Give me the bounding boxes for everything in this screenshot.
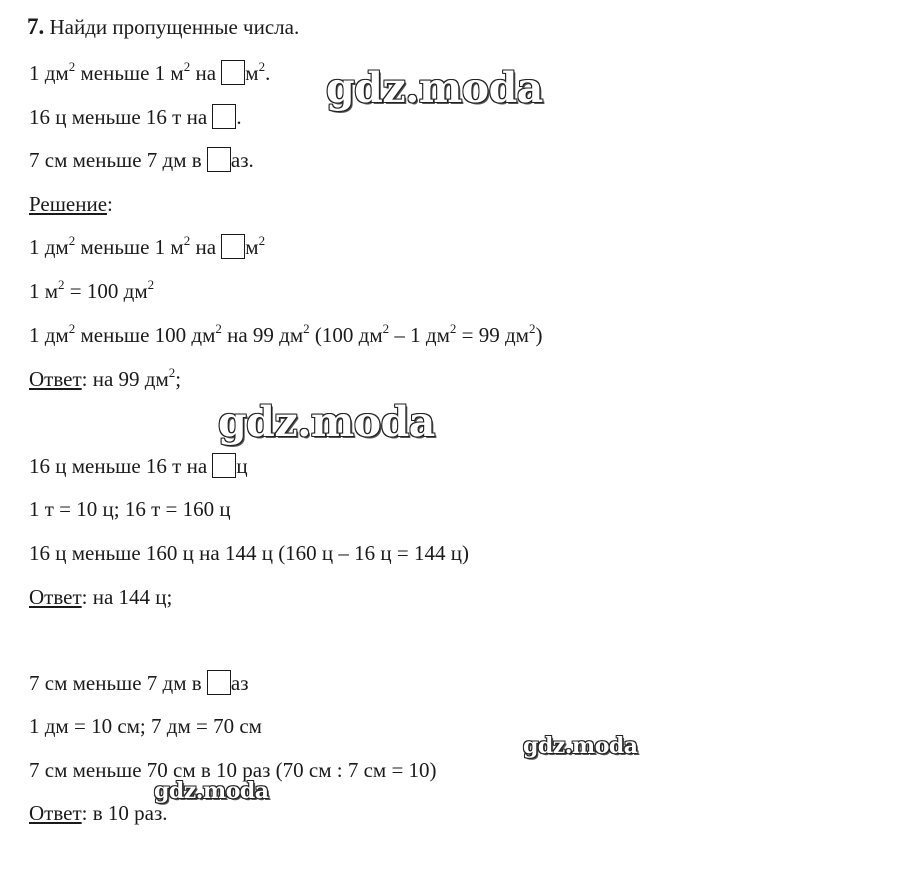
task-number: 7. bbox=[27, 14, 45, 39]
answer-box bbox=[207, 147, 231, 172]
question-2: 16 ц меньше 16 т на . bbox=[29, 105, 242, 129]
part1-restate: 1 $дм^2$ меньше 1 $м^2$ на $м^2$ bbox=[29, 233, 266, 259]
part1-calculation: 1 $дм^2$ меньше 100 $дм^2$ на 99 $дм^2$ (100 $дм^2 - 1$ $дм^2 = 99$ $дм^2$) bbox=[29, 321, 543, 347]
watermark: gdz.moda bbox=[523, 733, 638, 759]
answer-box bbox=[212, 104, 236, 129]
part2-answer: Ответ: на 144 ц; bbox=[29, 585, 173, 609]
watermark: gdz.moda bbox=[154, 778, 269, 804]
part2-restate: 16 ц меньше 16 т на ц bbox=[29, 454, 248, 478]
task-title-text: Найди пропущенные числа. bbox=[49, 15, 300, 39]
answer-box bbox=[221, 234, 245, 259]
part3-conversion: 1 дм = 10 см; 7 дм = 70 см bbox=[29, 714, 262, 738]
task-title bbox=[27, 14, 299, 40]
part3-answer: Ответ: в 10 раз. bbox=[29, 801, 168, 825]
watermark: gdz.moda bbox=[218, 398, 435, 446]
part3-calculation: 7 см меньше 70 см в 10 раз (70 см : 7 см = 10) bbox=[29, 758, 437, 782]
question-1: 1 $дм^2$ меньше 1 $м^2$ на $м^2$. bbox=[29, 59, 271, 85]
part3-restate: 7 см меньше 7 дм в аз bbox=[29, 671, 249, 695]
part2-conversion: 1 т = 10 ц; 16 т = 160 ц bbox=[29, 497, 231, 521]
solution-heading: Решение: bbox=[29, 192, 113, 216]
answer-box bbox=[212, 453, 236, 478]
part1-conversion: 1 $м^2 = 100$ $дм^2$ bbox=[29, 277, 155, 303]
part2-calculation: 16 ц меньше 160 ц на 144 ц (160 ц – 16 ц = 144 ц) bbox=[29, 541, 469, 565]
answer-box bbox=[207, 670, 231, 695]
answer-box bbox=[221, 60, 245, 85]
part1-answer: Ответ: на 99 $дм^2$; bbox=[29, 365, 182, 391]
question-3: 7 см меньше 7 дм в аз. bbox=[29, 148, 254, 172]
watermark: gdz.moda bbox=[326, 64, 543, 112]
